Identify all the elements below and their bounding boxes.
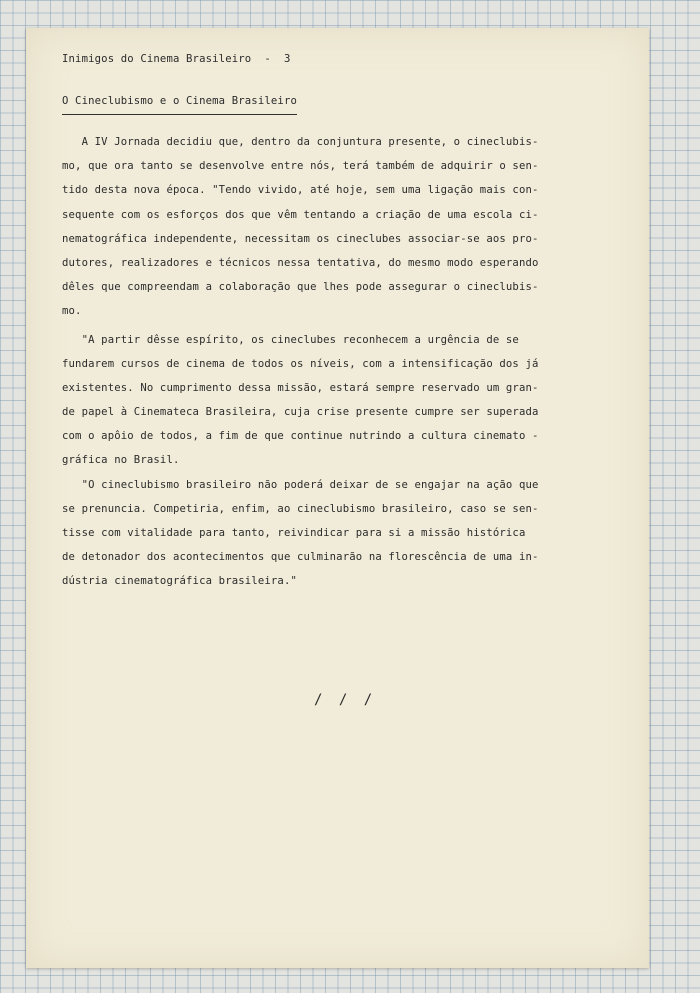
text-line: "A partir dêsse espírito, os cineclubes reconhecem a urgência de se [62,333,519,346]
text-line: "O cineclubismo brasileiro não poderá deixar de se engajar na ação que [62,478,539,491]
text-line: tido desta nova época. "Tendo vivido, até hoje, sem uma ligação mais con- [62,184,539,197]
text-line: nematográfica independente, necessitam os cineclubes associar-se aos pro- [62,232,539,245]
text-line: existentes. No cumprimento dessa missão, estará sempre reservado um gran- [62,381,539,394]
text-line: mo. [62,305,82,318]
text-line: com o apôio de todos, a fim de que continue nutrindo a cultura cinemato - [62,430,539,443]
text-line: mo, que ora tanto se desenvolve entre nós, terá também de adquirir o sen- [62,160,539,173]
text-line: dústria cinematográfica brasileira." [62,575,298,588]
text-line: sequente com os esforços dos que vêm tentando a criação de uma escola ci- [62,208,539,221]
text-line: de papel à Cinemateca Brasileira, cuja crise presente cumpre ser superada [62,406,539,419]
body-text [62,130,622,594]
section-title: O Cineclubismo e o Cinema Brasileiro [62,95,297,115]
text-line: fundarem cursos de cinema de todos os níveis, com a intensificação dos já [62,357,539,370]
typewritten-page [26,28,649,968]
page-header: Inimigos do Cinema Brasileiro - 3 [62,53,291,65]
text-line: de detonador dos acontecimentos que culminarão na florescência de uma in- [62,551,539,564]
paragraph-1 [62,130,622,324]
text-line: tisse com vitalidade para tanto, reivindicar para si a missão histórica [62,527,526,539]
text-line: dutores, realizadores e técnicos nessa tentativa, do mesmo modo esperando [62,256,539,269]
paragraph-3 [62,473,622,594]
text-line: A IV Jornada decidiu que, dentro da conjuntura presente, o cineclubis- [62,136,539,148]
text-line: se prenuncia. Competiria, enfim, ao cineclubismo brasileiro, caso se sen- [62,502,539,515]
text-line: gráfica no Brasil. [62,454,180,467]
end-mark: / / / [314,692,377,708]
paragraph-2 [62,328,622,473]
text-line: dêles que compreendam a colaboração que lhes pode assegurar o cineclubis- [62,281,539,294]
